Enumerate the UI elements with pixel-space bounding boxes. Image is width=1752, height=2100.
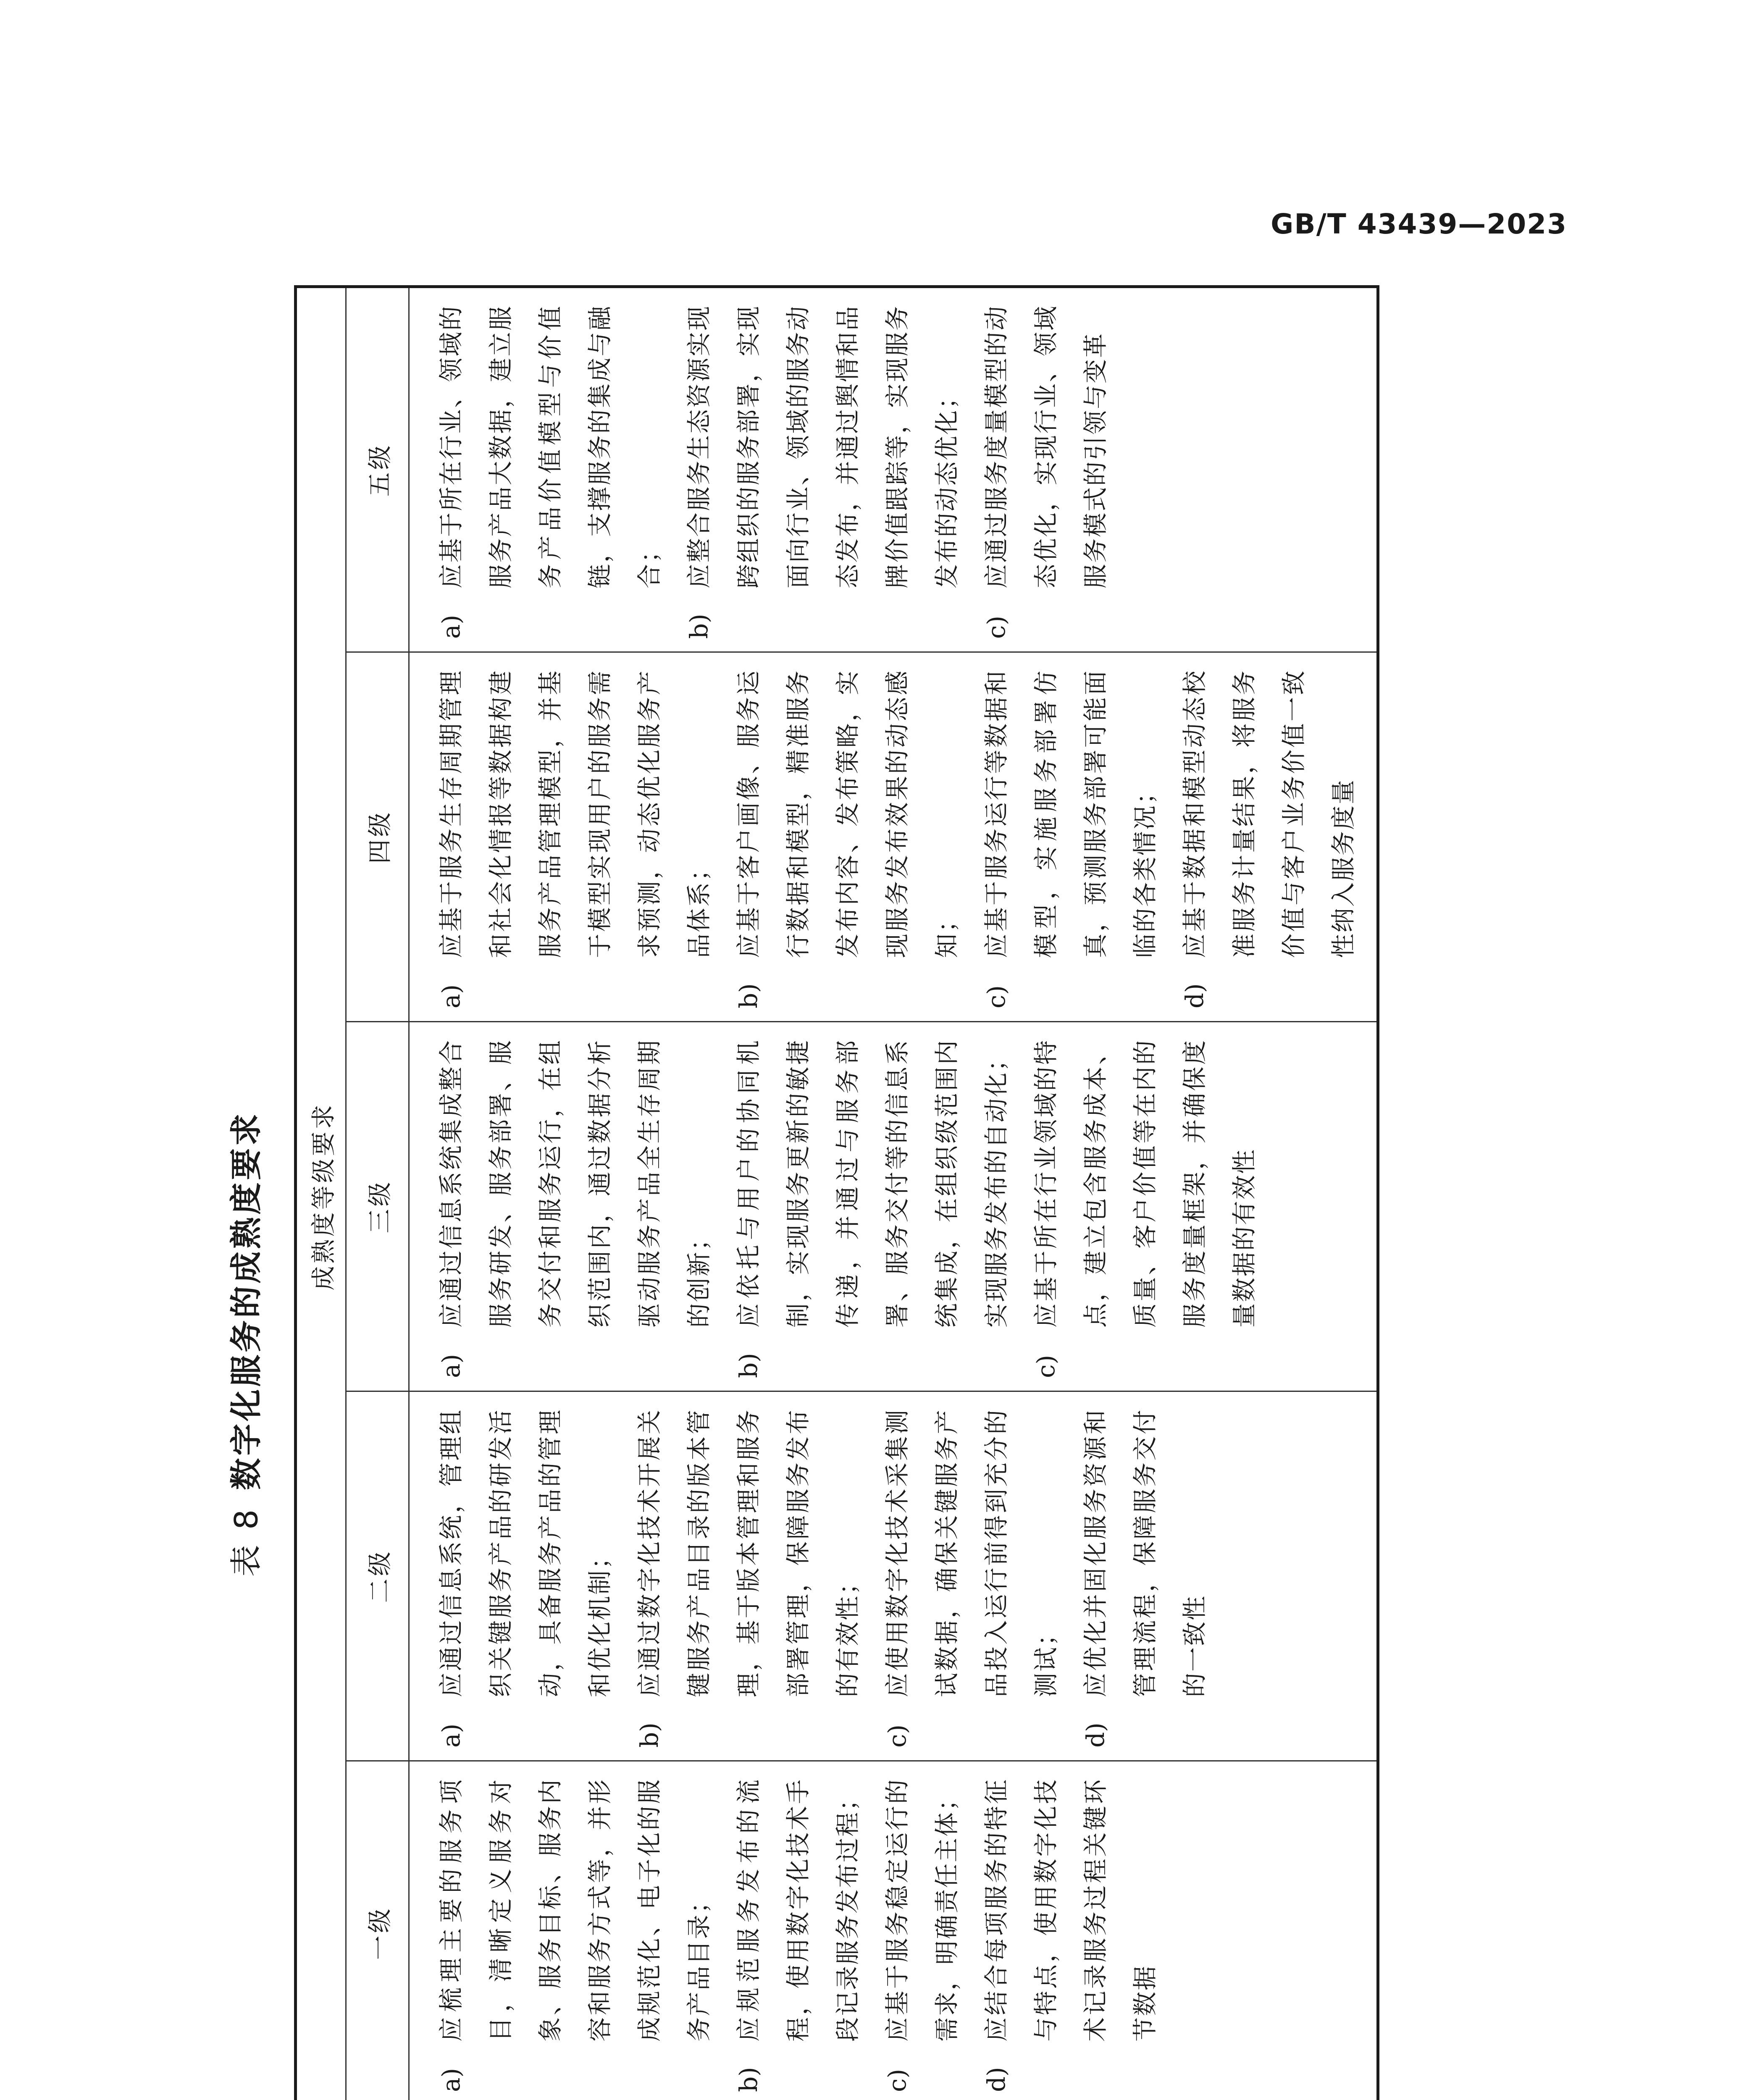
requirement-item xyxy=(1021,1039,1269,1378)
item-text: 应基于服务生存周期管理和社会化情报等数据构建服务产品管理模型，并基于模型实现用户的服务需求预测，动态优化服务产品体系； xyxy=(437,669,713,958)
table-title: 数字化服务的成熟度要求 xyxy=(227,1111,265,1490)
col-header-level-5: 五级 xyxy=(346,286,409,652)
col-header-level-1: 一级 xyxy=(346,1761,409,2100)
requirement-item xyxy=(426,1039,724,1378)
col-header-level-4: 四级 xyxy=(346,652,409,1022)
requirement-item xyxy=(724,1039,1021,1378)
item-text: 应通过信息系统，管理组织关键服务产品的研发活动，具备服务产品的管理和优化机制； xyxy=(437,1409,614,1697)
requirement-item xyxy=(872,1778,972,2092)
requirement-item xyxy=(972,669,1170,1008)
item-marker: a) xyxy=(437,1354,465,1378)
item-marker: b) xyxy=(734,983,763,1008)
requirement-item xyxy=(1170,669,1368,1008)
requirement-item xyxy=(426,305,674,639)
requirement-item xyxy=(724,669,972,1008)
item-marker: c) xyxy=(883,1724,911,1748)
item-marker: a) xyxy=(437,1723,465,1748)
item-text: 应基于服务运行等数据和模型，实施服务部署仿真，预测服务部署可能面临的各类情况； xyxy=(982,669,1159,958)
item-marker: a) xyxy=(437,2068,465,2092)
item-text: 应整合服务生态资源实现跨组织的服务部署，实现面向行业、领域的服务动态发布，并通过舆情和品牌价值跟踪等，实现服务发布的动态优化； xyxy=(685,304,961,588)
item-marker: d) xyxy=(1081,1722,1110,1748)
item-text: 应结合每项服务的特征与特点，使用数字化技术记录服务过程关键环节数据 xyxy=(982,1778,1159,2042)
item-marker: c) xyxy=(1032,1354,1060,1378)
maturity-table-frame xyxy=(294,288,1358,2100)
item-text: 应基于所在行业领域的特点，建立包含服务成本、质量、客户价值等在内的服务度量框架，并确保度量数据的有效性 xyxy=(1032,1039,1258,1328)
requirement-item xyxy=(1071,1409,1219,1748)
requirement-item xyxy=(872,1409,1071,1748)
item-marker: c) xyxy=(982,985,1011,1008)
item-text: 应优化并固化服务资源和管理流程，保障服务交付的一致性 xyxy=(1081,1409,1209,1697)
maturity-table xyxy=(294,285,1379,2100)
col-header-group: 成熟度等级要求 xyxy=(296,286,346,2100)
cell-level-4 xyxy=(409,652,1378,1022)
cell-level-3 xyxy=(409,1022,1378,1391)
item-marker: a) xyxy=(437,984,465,1008)
item-text: 应规范服务发布的流程，使用数字化技术手段记录服务发布过程； xyxy=(734,1778,862,2042)
item-marker: b) xyxy=(635,1722,664,1748)
item-marker: a) xyxy=(437,614,465,639)
requirement-item xyxy=(724,1778,872,2092)
item-text: 应基于客户画像、服务运行数据和模型，精准服务发布内容、发布策略，实现服务发布效果的动态感知； xyxy=(734,669,961,958)
cell-level-2 xyxy=(409,1391,1378,1761)
col-header-level-2: 二级 xyxy=(346,1391,409,1761)
item-marker: c) xyxy=(883,2068,911,2092)
requirement-item xyxy=(426,669,724,1008)
maturity-table-rotated xyxy=(294,288,1358,2100)
table-row-service-product xyxy=(409,286,1378,2100)
item-text: 应通过信息系统集成整合服务研发、服务部署、服务交付和服务运行，在组织范围内，通过数据分析驱动服务产品全生存周期的创新； xyxy=(437,1039,713,1328)
item-text: 应梳理主要的服务项目，清晰定义服务对象、服务目标、服务内容和服务方式等，并形成规范化、电子化的服务产品目录； xyxy=(437,1778,713,2042)
doc-code: GB/T 43439—2023 xyxy=(1271,208,1567,240)
requirement-item xyxy=(625,1409,872,1748)
table-number: 表 8 xyxy=(227,1507,265,1577)
item-text: 应通过数字化技术开展关键服务产品目录的版本管理，基于版本管理和服务部署管理，保障服务发布的有效性； xyxy=(635,1409,862,1697)
item-marker: b) xyxy=(734,1353,763,1378)
col-header-level-3: 三级 xyxy=(346,1022,409,1391)
item-marker: c) xyxy=(982,615,1011,639)
cell-level-5 xyxy=(409,286,1378,652)
item-text: 应使用数字化技术采集测试数据，确保关键服务产品投入运行前得到充分的测试； xyxy=(883,1409,1060,1697)
item-text: 应依托与用户的协同机制，实现服务更新的敏捷传递，并通过与服务部署、服务交付等的信息系统集成，在组织级范围内实现服务发布的自动化； xyxy=(734,1039,1011,1328)
requirement-item xyxy=(674,305,972,639)
cell-level-1 xyxy=(409,1761,1378,2100)
item-marker: d) xyxy=(982,2067,1011,2092)
requirement-item xyxy=(972,1778,1170,2092)
item-text: 应基于所在行业、领域的服务产品大数据，建立服务产品价值模型与价值链，支撑服务的集成与融合； xyxy=(437,304,664,588)
requirement-item xyxy=(972,305,1120,639)
item-marker: b) xyxy=(685,614,713,639)
item-marker: b) xyxy=(734,2067,763,2092)
requirement-item xyxy=(426,1778,724,2092)
item-text: 应基于数据和模型动态校准服务计量结果，将服务价值与客户业务价值一致性纳入服务度量 xyxy=(1180,669,1358,958)
item-text: 应基于服务稳定运行的需求，明确责任主体； xyxy=(883,1778,961,2042)
requirement-item xyxy=(426,1409,625,1748)
table-caption xyxy=(221,1111,267,1577)
table-caption-holder xyxy=(202,1008,286,1680)
item-marker: d) xyxy=(1180,983,1209,1008)
item-text: 应通过服务度量模型的动态优化，实现行业、领域服务模式的引领与变革 xyxy=(982,304,1110,588)
